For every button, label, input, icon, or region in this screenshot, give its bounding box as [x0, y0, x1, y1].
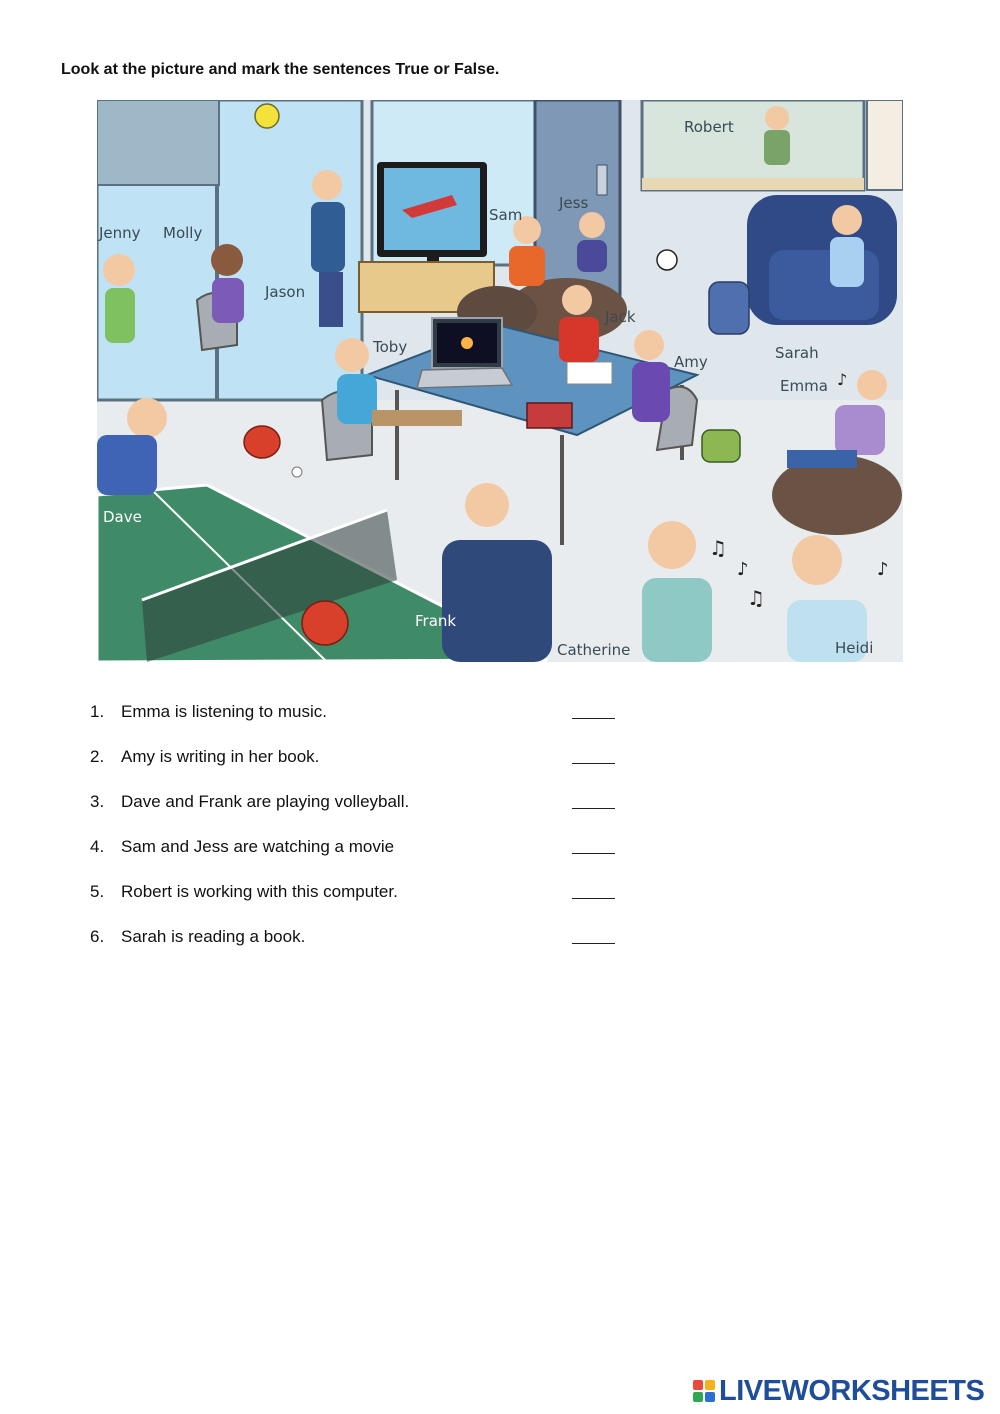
label-jack: Jack: [605, 308, 636, 326]
kitchen-hatch: [642, 100, 864, 190]
question-row: [90, 790, 630, 835]
football: [657, 250, 677, 270]
liveworksheets-logo-icon: [693, 1380, 715, 1402]
question-row: [90, 745, 630, 790]
logo-square: [693, 1392, 703, 1402]
question-number: 3.: [90, 792, 105, 811]
label-heidi: Heidi: [835, 639, 874, 657]
classroom-picture: [97, 100, 903, 662]
sun-icon: [255, 104, 279, 128]
answer-blank[interactable]: [572, 808, 615, 809]
backpack: [709, 282, 749, 334]
question-list: [90, 700, 630, 970]
question-text: Dave and Frank are playing volleyball.: [121, 792, 410, 811]
question-row: [90, 880, 630, 925]
svg-text:♪: ♪: [737, 559, 749, 580]
tv: [359, 162, 494, 312]
answer-blank[interactable]: [572, 853, 615, 854]
answer-blank[interactable]: [572, 763, 615, 764]
question-text: Emma is listening to music.: [121, 702, 327, 721]
logo-square: [705, 1380, 715, 1390]
svg-text:♪: ♪: [877, 559, 889, 580]
instruction-text: Look at the picture and mark the sentences True or False.: [61, 61, 500, 78]
logo-square: [693, 1380, 703, 1390]
label-jess: Jess: [559, 194, 589, 212]
label-dave: Dave: [103, 508, 142, 526]
label-robert: Robert: [684, 118, 734, 136]
question-number: 5.: [90, 882, 105, 901]
svg-text:♪: ♪: [837, 370, 848, 389]
liveworksheets-brand: [693, 1374, 984, 1408]
label-sam: Sam: [489, 206, 523, 224]
question-text: Sarah is reading a book.: [121, 927, 306, 946]
label-frank: Frank: [415, 612, 457, 630]
svg-text:♫: ♫: [709, 536, 727, 560]
answer-blank[interactable]: [572, 898, 615, 899]
label-emma: Emma: [780, 377, 828, 395]
label-sarah: Sarah: [775, 344, 819, 362]
label-molly: Molly: [163, 224, 203, 242]
answer-blank[interactable]: [572, 718, 615, 719]
label-toby: Toby: [373, 338, 408, 356]
question-row: [90, 835, 630, 880]
logo-square: [705, 1392, 715, 1402]
label-catherine: Catherine: [557, 641, 631, 659]
question-number: 1.: [90, 702, 105, 721]
svg-text:♫: ♫: [747, 586, 765, 610]
label-amy: Amy: [674, 353, 708, 371]
question-number: 2.: [90, 747, 105, 766]
question-row: [90, 700, 630, 745]
label-jenny: Jenny: [99, 224, 141, 242]
brand-name: LIVEWORKSHEETS: [719, 1374, 985, 1407]
question-number: 6.: [90, 927, 105, 946]
question-number: 4.: [90, 837, 105, 856]
label-jason: Jason: [265, 283, 306, 301]
question-text: Amy is writing in her book.: [121, 747, 320, 766]
armchair: [747, 195, 897, 325]
question-row: [90, 925, 630, 970]
question-text: Robert is working with this computer.: [121, 882, 398, 901]
question-text: Sam and Jess are watching a movie: [121, 837, 395, 856]
answer-blank[interactable]: [572, 943, 615, 944]
